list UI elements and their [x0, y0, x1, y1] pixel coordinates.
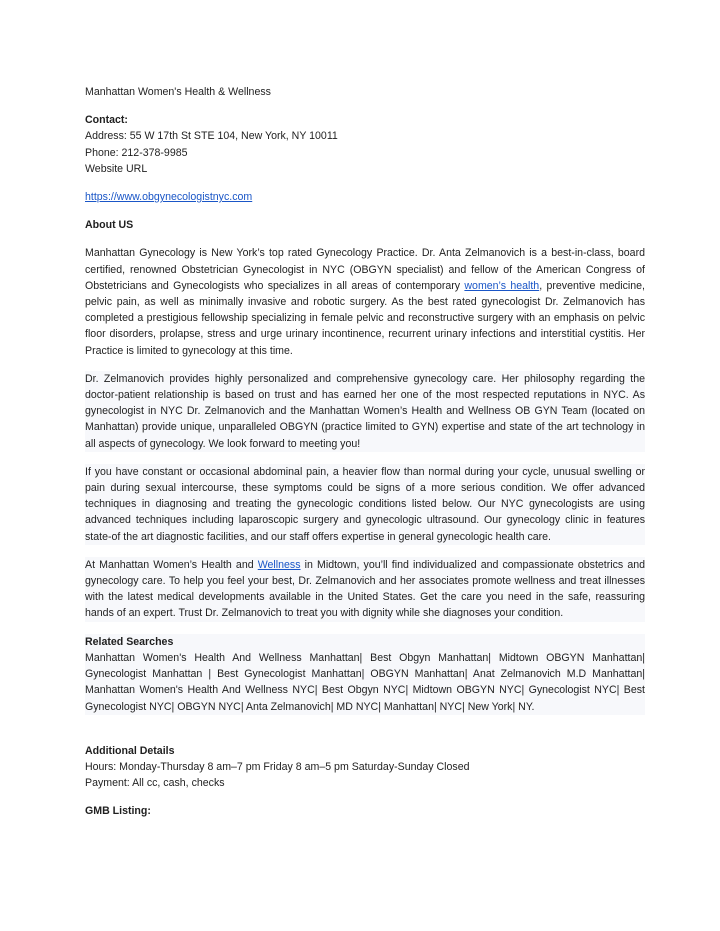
about-paragraph-1 [85, 245, 645, 358]
about-paragraph-4 [85, 557, 645, 622]
about-paragraph-2: Dr. Zelmanovich provides highly personalized and comprehensive gynecology care. Her philosophy regarding the doctor-patient relationship is based on trust and has earned her one of the most respected reputations in NYC. As gynecologist in NYC Dr. Zelmanovich and the Manhattan Women’s Health and Wellness OB GYN Team (located on Manhattan) provide unique, unparalleled OBGYN (practice limited to GYN) expertise and state of the art technology in all aspects of gynecology. We look forward to meeting you! [85, 371, 645, 452]
website-label: Website URL [85, 162, 148, 175]
related-searches-text: Manhattan Women's Health And Wellness Manhattan| Best Obgyn Manhattan| Midtown OBGYN Manhattan| Gynecologist Manhattan | Best Gynecologist Manhattan| OBGYN Manhattan| Anat Zelmanovich M.D Manhattan| Manhattan Women's Health And Wellness NYC| Best Obgyn NYC| Midtown OBGYN NYC| Gynecologist NYC| Best Gynecologist NYC| OBGYN NYC| Anta Zelmanovich| MD NYC| Manhattan| NYC| New York| NY. [85, 651, 645, 713]
phone-text: Phone: 212-378-9985 [85, 146, 188, 159]
address-text: Address: 55 W 17th St STE 104, New York, NY 10011 [85, 130, 338, 143]
related-searches-heading: Related Searches [85, 635, 174, 648]
wellness-link[interactable]: Wellness [257, 558, 301, 571]
additional-details-heading: Additional Details [85, 744, 175, 757]
payment-text: Payment: All cc, cash, checks [85, 777, 225, 790]
about-paragraph-3: If you have constant or occasional abdominal pain, a heavier flow than normal during your cycle, unusual swelling or pain during sexual intercourse, these symptoms could be signs of a more serious condition. We offer advanced techniques in diagnosing and treating the gynecologic conditions listed below. Our NYC gynecologists are using advanced techniques including laparoscopic surgery and gynecologic ultrasound. Our gynecology clinic in features state-of the art diagnostic facilities, and our staff offers expertise in general gynecologic health care. [85, 464, 645, 545]
womens-health-link[interactable]: women’s health [464, 279, 540, 292]
contact-heading: Contact: [85, 114, 128, 127]
related-searches-block [85, 634, 645, 715]
about-p4-text-b: in Midtown, you’ll find individualized and compassionate obstetrics and gynecology care. To help you feel your best, Dr. Zelmanovich and her associates promote wellness and treat illnesses with the latest medical developments available in the United States. Get the care you need in the safe, reassuring hands of an expert. Trust Dr. Zelmanovich to treat you with dignity while she diagnoses your condition. [85, 558, 645, 620]
document-content [85, 84, 645, 820]
about-p4-text-a: At Manhattan Women’s Health and [85, 558, 258, 571]
gmb-listing-heading: GMB Listing: [85, 805, 151, 818]
hours-text: Hours: Monday-Thursday 8 am–7 pm Friday 8 am–5 pm Saturday-Sunday Closed [85, 760, 470, 773]
website-link[interactable]: https://www.obgynecologistnyc.com [85, 191, 253, 204]
business-name: Manhattan Women's Health & Wellness [85, 86, 271, 98]
about-p1-text-a: Manhattan Gynecology is New York’s top rated Gynecology Practice. Dr. Anta Zelmanovich is a best-in-class, board certified, renowned Obstetrician Gynecologist in NYC (OBGYN specialist) and fellow of the American Congress of Obstetricians and Gynecologists who specializes in all areas of contemporary [85, 247, 645, 292]
about-p1-text-b: , preventive medicine, pelvic pain, as well as minimally invasive and robotic surgery. As the best rated gynecologist Dr. Zelmanovich has completed a prestigious fellowship specializing in female pelvic and reconstructive surgery with an emphasis on pelvic floor disorders, prolapse, stress and urge urinary incontinence, recurrent urinary infections and interstitial cystitis. Her Practice is limited to gynecology at this time. [85, 279, 645, 357]
about-heading: About US [85, 219, 134, 232]
